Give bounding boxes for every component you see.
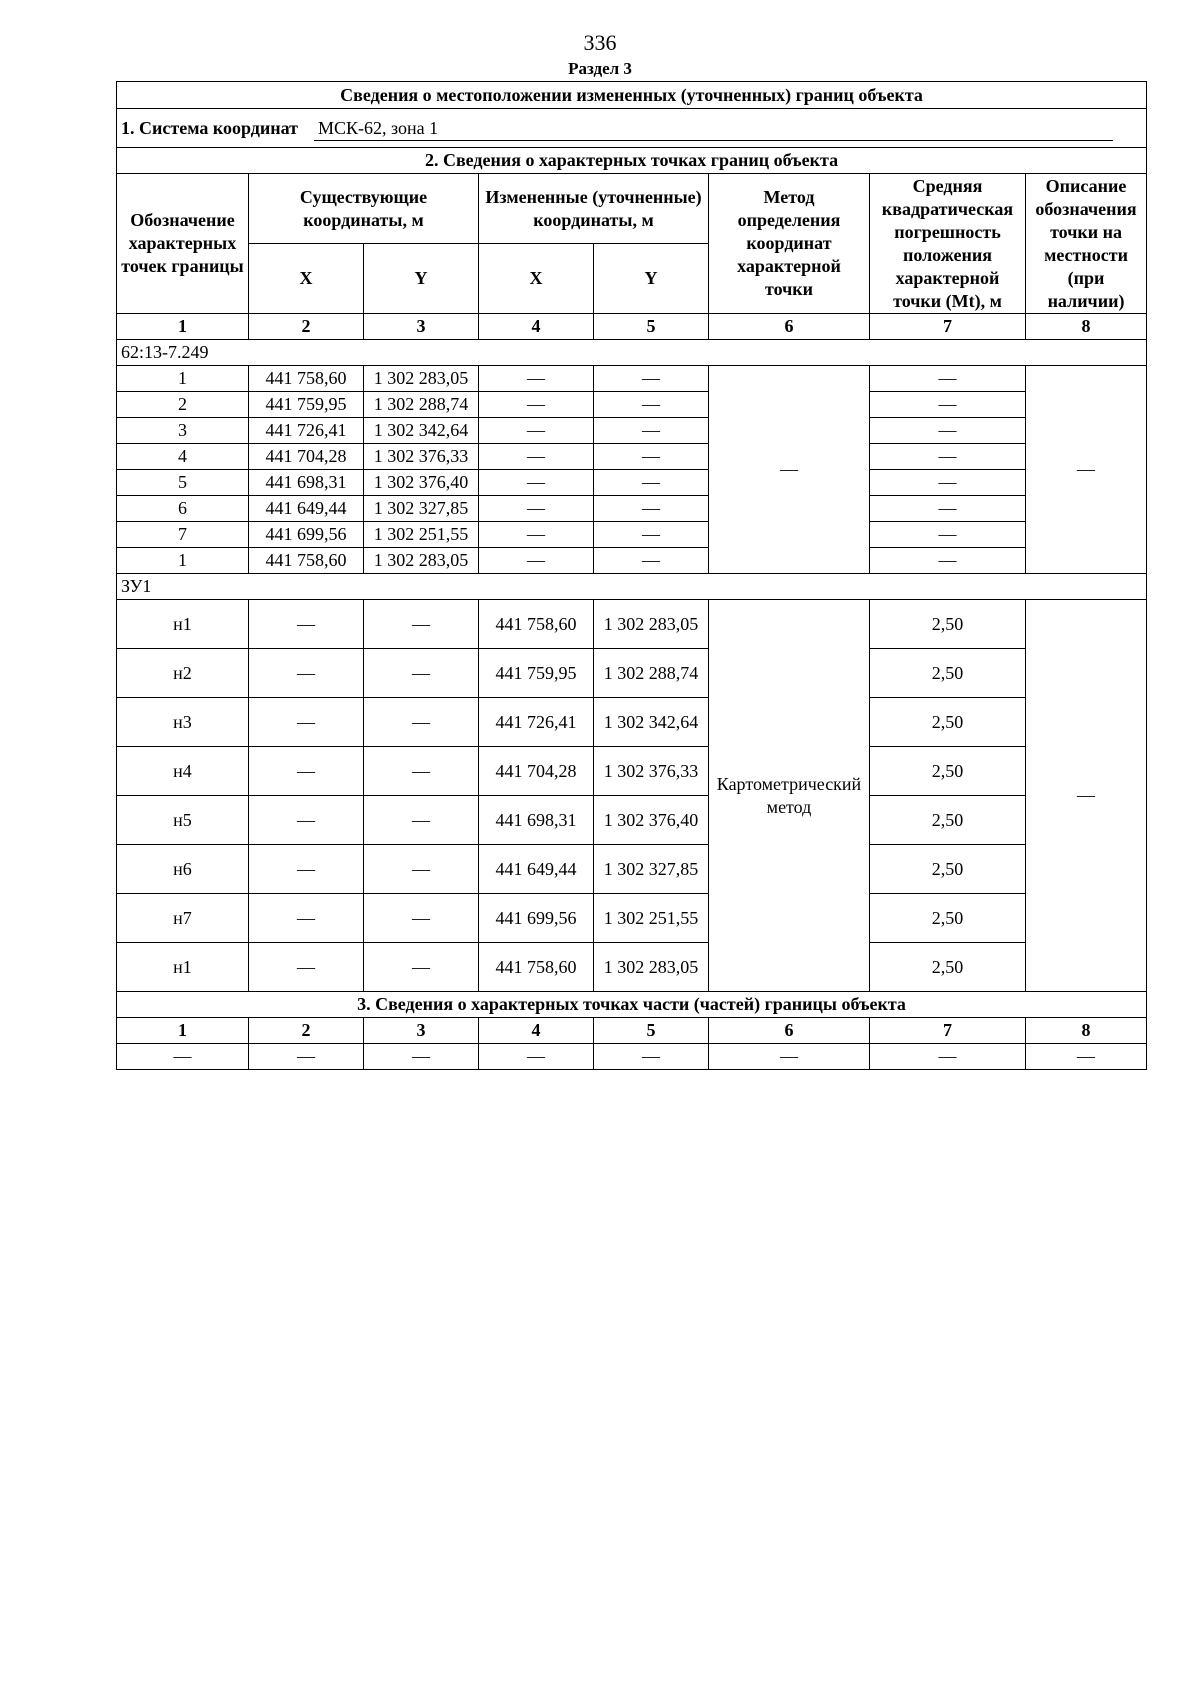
existing-y: 1 302 283,05: [364, 548, 479, 574]
existing-y: 1 302 376,33: [364, 444, 479, 470]
changed-y: —: [594, 366, 709, 392]
error-mt: —: [870, 418, 1026, 444]
part3-cell: —: [709, 1044, 870, 1070]
description-cell: —: [1026, 366, 1147, 574]
changed-x: —: [479, 470, 594, 496]
changed-x: 441 726,41: [479, 698, 594, 747]
header-method: Метод определения координат характерной точки: [709, 174, 870, 314]
table-row: [117, 496, 1147, 522]
header-changed-coords: Измененные (уточненные) координаты, м: [479, 174, 709, 244]
table-row: [117, 894, 1147, 943]
existing-y: 1 302 327,85: [364, 496, 479, 522]
header-changed-x: X: [479, 244, 594, 314]
changed-x: —: [479, 496, 594, 522]
header-changed-y: Y: [594, 244, 709, 314]
existing-y: —: [364, 894, 479, 943]
table-row: [117, 1044, 1147, 1070]
existing-x: 441 759,95: [249, 392, 364, 418]
error-mt: 2,50: [870, 796, 1026, 845]
error-mt: —: [870, 444, 1026, 470]
table-row: [117, 649, 1147, 698]
part3-cell: —: [479, 1044, 594, 1070]
point-number: 4: [117, 444, 249, 470]
column-number: 2: [249, 314, 364, 340]
method-cell: Картометрический метод: [709, 600, 870, 992]
part3-cell: —: [594, 1044, 709, 1070]
existing-y: 1 302 288,74: [364, 392, 479, 418]
changed-y: 1 302 283,05: [594, 600, 709, 649]
point-number: н4: [117, 747, 249, 796]
point-number: 7: [117, 522, 249, 548]
error-mt: 2,50: [870, 600, 1026, 649]
table-row: [117, 845, 1147, 894]
point-number: н6: [117, 845, 249, 894]
point-number: 5: [117, 470, 249, 496]
error-mt: 2,50: [870, 649, 1026, 698]
existing-x: 441 758,60: [249, 366, 364, 392]
column-number: 8: [1026, 314, 1147, 340]
coordinate-system-value: МСК-62, зона 1: [314, 116, 1113, 141]
part3-cell: —: [1026, 1044, 1147, 1070]
changed-x: 441 699,56: [479, 894, 594, 943]
changed-x: —: [479, 444, 594, 470]
table-row: [117, 548, 1147, 574]
error-mt: —: [870, 366, 1026, 392]
part3-cell: —: [117, 1044, 249, 1070]
part3-title: 3. Сведения о характерных точках части (частей) границы объекта: [117, 992, 1147, 1018]
changed-y: —: [594, 496, 709, 522]
error-mt: —: [870, 522, 1026, 548]
changed-y: 1 302 283,05: [594, 943, 709, 992]
existing-y: —: [364, 796, 479, 845]
column-number: 1: [117, 1018, 249, 1044]
point-number: 3: [117, 418, 249, 444]
table-row: [117, 796, 1147, 845]
changed-x: 441 704,28: [479, 747, 594, 796]
table-row: [117, 600, 1147, 649]
existing-y: —: [364, 845, 479, 894]
changed-x: —: [479, 548, 594, 574]
error-mt: —: [870, 496, 1026, 522]
changed-x: 441 759,95: [479, 649, 594, 698]
changed-x: 441 758,60: [479, 600, 594, 649]
existing-y: —: [364, 649, 479, 698]
changed-y: —: [594, 470, 709, 496]
error-mt: 2,50: [870, 894, 1026, 943]
coordinate-system-row: [117, 109, 1147, 148]
table-row: [117, 698, 1147, 747]
column-number: 6: [709, 1018, 870, 1044]
column-number: 3: [364, 1018, 479, 1044]
coordinate-system-label: 1. Система координат: [121, 117, 298, 138]
column-number: 3: [364, 314, 479, 340]
part3-cell: —: [364, 1044, 479, 1070]
changed-y: 1 302 251,55: [594, 894, 709, 943]
column-number: 4: [479, 1018, 594, 1044]
section-title: Раздел 3: [568, 59, 632, 78]
page-number: 336: [583, 30, 617, 55]
column-number: 5: [594, 1018, 709, 1044]
error-mt: —: [870, 548, 1026, 574]
changed-x: —: [479, 418, 594, 444]
existing-x: —: [249, 600, 364, 649]
header-existing-x: X: [249, 244, 364, 314]
point-number: н3: [117, 698, 249, 747]
table-title: Сведения о местоположении измененных (уточненных) границ объекта: [117, 82, 1147, 109]
column-number: 4: [479, 314, 594, 340]
table-row: [117, 366, 1147, 392]
existing-x: —: [249, 845, 364, 894]
changed-y: —: [594, 418, 709, 444]
changed-x: —: [479, 392, 594, 418]
point-number: 6: [117, 496, 249, 522]
object-label: ЗУ1: [117, 574, 1147, 600]
column-number: 5: [594, 314, 709, 340]
changed-y: —: [594, 522, 709, 548]
column-number: 6: [709, 314, 870, 340]
existing-x: —: [249, 796, 364, 845]
table-row: [117, 943, 1147, 992]
existing-x: —: [249, 943, 364, 992]
changed-y: —: [594, 444, 709, 470]
changed-y: 1 302 288,74: [594, 649, 709, 698]
header-existing-y: Y: [364, 244, 479, 314]
existing-x: —: [249, 747, 364, 796]
error-mt: 2,50: [870, 698, 1026, 747]
header-description: Описание обозначения точки на местности (при наличии): [1026, 174, 1147, 314]
error-mt: 2,50: [870, 747, 1026, 796]
column-number: 7: [870, 1018, 1026, 1044]
header-error: Средняя квадратическая погрешность положения характерной точки (Mt), м: [870, 174, 1026, 314]
point-number: н2: [117, 649, 249, 698]
existing-x: —: [249, 698, 364, 747]
column-number-row: [117, 314, 1147, 340]
changed-y: —: [594, 548, 709, 574]
point-number: 2: [117, 392, 249, 418]
changed-y: 1 302 327,85: [594, 845, 709, 894]
point-number: 1: [117, 548, 249, 574]
existing-x: 441 726,41: [249, 418, 364, 444]
changed-x: —: [479, 366, 594, 392]
changed-y: 1 302 376,40: [594, 796, 709, 845]
error-mt: 2,50: [870, 943, 1026, 992]
existing-x: —: [249, 894, 364, 943]
existing-x: —: [249, 649, 364, 698]
changed-x: 441 698,31: [479, 796, 594, 845]
column-number-row: [117, 1018, 1147, 1044]
table-row: [117, 470, 1147, 496]
table-row: [117, 392, 1147, 418]
column-number: 7: [870, 314, 1026, 340]
boundary-table: [116, 81, 1147, 1070]
existing-x: 441 758,60: [249, 548, 364, 574]
existing-y: —: [364, 943, 479, 992]
table-row: [117, 747, 1147, 796]
changed-y: 1 302 376,33: [594, 747, 709, 796]
point-number: н5: [117, 796, 249, 845]
table-row: [117, 522, 1147, 548]
changed-x: 441 649,44: [479, 845, 594, 894]
existing-x: 441 698,31: [249, 470, 364, 496]
changed-y: 1 302 342,64: [594, 698, 709, 747]
existing-y: 1 302 283,05: [364, 366, 479, 392]
point-number: 1: [117, 366, 249, 392]
table-row: [117, 418, 1147, 444]
column-number: 1: [117, 314, 249, 340]
error-mt: —: [870, 392, 1026, 418]
object-label: 62:13-7.249: [117, 340, 1147, 366]
existing-y: —: [364, 698, 479, 747]
description-cell: —: [1026, 600, 1147, 992]
error-mt: 2,50: [870, 845, 1026, 894]
point-number: н1: [117, 600, 249, 649]
point-number: н7: [117, 894, 249, 943]
method-cell: —: [709, 366, 870, 574]
existing-y: —: [364, 600, 479, 649]
error-mt: —: [870, 470, 1026, 496]
existing-x: 441 704,28: [249, 444, 364, 470]
existing-x: 441 699,56: [249, 522, 364, 548]
column-number: 2: [249, 1018, 364, 1044]
part3-cell: —: [249, 1044, 364, 1070]
existing-y: 1 302 376,40: [364, 470, 479, 496]
header-existing-coords: Существующие координаты, м: [249, 174, 479, 244]
point-number: н1: [117, 943, 249, 992]
existing-y: 1 302 342,64: [364, 418, 479, 444]
changed-x: 441 758,60: [479, 943, 594, 992]
existing-y: —: [364, 747, 479, 796]
existing-x: 441 649,44: [249, 496, 364, 522]
changed-x: —: [479, 522, 594, 548]
changed-y: —: [594, 392, 709, 418]
table-row: [117, 444, 1147, 470]
existing-y: 1 302 251,55: [364, 522, 479, 548]
header-point-designation: Обозначение характерных точек границы: [117, 174, 249, 314]
part2-title: 2. Сведения о характерных точках границ объекта: [117, 148, 1147, 174]
column-number: 8: [1026, 1018, 1147, 1044]
part3-cell: —: [870, 1044, 1026, 1070]
